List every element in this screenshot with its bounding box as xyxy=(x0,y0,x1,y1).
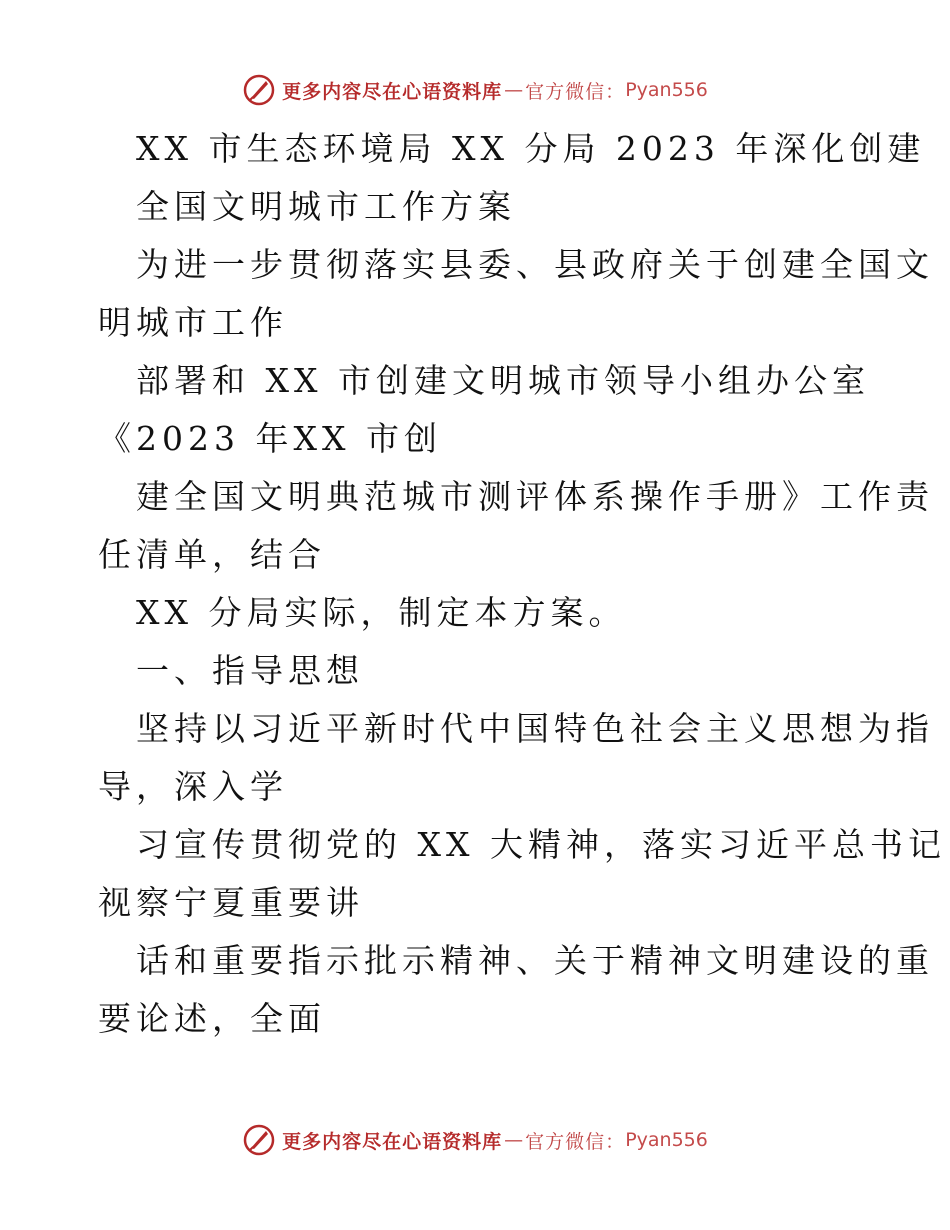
doc-paragraph-line: 导，深入学 xyxy=(98,767,288,806)
watermark-id: Pyan556 xyxy=(625,79,708,101)
watermark-id: Pyan556 xyxy=(625,1129,708,1151)
doc-paragraph-line: 为进一步贯彻落实县委、县政府关于创建全国文 xyxy=(136,245,934,284)
footer-watermark xyxy=(0,1118,950,1162)
doc-section-heading: 一、指导思想 xyxy=(136,651,364,690)
doc-paragraph-line: 要论述，全面 xyxy=(98,999,326,1038)
doc-title-line-1: XX 市生态环境局 XX 分局 2023 年深化创建 xyxy=(136,129,926,168)
doc-paragraph-line: 视察宁夏重要讲 xyxy=(98,883,364,922)
document-body xyxy=(98,120,946,1048)
watermark-label: 官方微信： xyxy=(525,80,626,103)
header-watermark xyxy=(0,68,950,112)
doc-title-line-2: 全国文明城市工作方案 xyxy=(136,187,516,226)
watermark-main-text: 更多内容尽在心语资料库 xyxy=(282,1130,503,1153)
doc-paragraph-line: 话和重要指示批示精神、关于精神文明建设的重 xyxy=(136,941,934,980)
watermark-main-text: 更多内容尽在心语资料库 xyxy=(282,80,503,103)
doc-paragraph-line: 坚持以习近平新时代中国特色社会主义思想为指 xyxy=(136,709,934,748)
doc-paragraph-line: 习宣传贯彻党的 XX 大精神，落实习近平总书记 xyxy=(136,825,946,864)
watermark-label: 官方微信： xyxy=(525,1130,626,1153)
doc-paragraph-line: XX 分局实际，制定本方案。 xyxy=(136,593,627,632)
doc-paragraph-line: 建全国文明典范城市测评体系操作手册》工作责 xyxy=(136,477,934,516)
doc-paragraph-line: 《2023 年XX 市创 xyxy=(98,419,442,458)
quill-logo-icon xyxy=(242,1123,276,1157)
watermark-separator: — xyxy=(504,1129,524,1151)
doc-paragraph-line: 明城市工作 xyxy=(98,303,288,342)
doc-paragraph-line: 任清单，结合 xyxy=(98,535,326,574)
watermark-separator: — xyxy=(504,79,524,101)
doc-paragraph-line: 部署和 XX 市创建文明城市领导小组办公室 xyxy=(136,361,870,400)
quill-logo-icon xyxy=(242,73,276,107)
